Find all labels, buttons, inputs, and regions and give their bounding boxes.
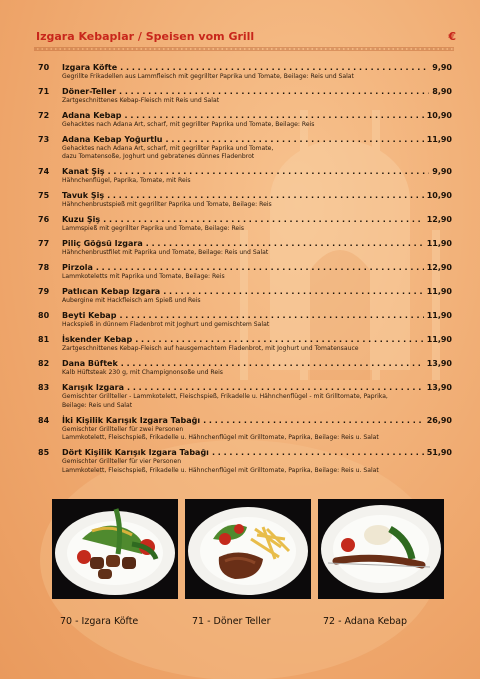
menu-item-description: Gemischter Grillteller für vier Personen	[62, 458, 182, 466]
menu-item-row	[38, 447, 452, 458]
dot-leader	[119, 310, 423, 321]
menu-item-row	[38, 415, 452, 426]
menu-item	[38, 190, 452, 209]
menu-item-row	[38, 310, 452, 321]
menu-item-price: 51,90	[426, 448, 452, 458]
menu-item	[38, 447, 452, 475]
menu-item	[38, 262, 452, 281]
menu-item-row	[38, 286, 452, 297]
caption-adana-kebap: 72 - Adana Kebap	[323, 616, 408, 627]
menu-item-price: 10,90	[426, 111, 452, 120]
dot-leader	[108, 166, 430, 177]
menu-item-name: Pirzola	[62, 263, 93, 273]
menu-item	[38, 334, 452, 353]
menu-item-price: 10,90	[426, 191, 452, 201]
menu-item	[38, 166, 452, 185]
menu-item-number: 84	[38, 415, 50, 425]
dot-leader	[121, 358, 424, 369]
dot-leader	[212, 447, 424, 458]
menu-item-number: 80	[38, 311, 50, 321]
menu-item-name: Tavuk Şiş	[62, 191, 105, 201]
menu-item-price: 13,90	[426, 383, 452, 393]
menu-item-description: Aubergine mit Hackfleisch am Spieß und Reis	[62, 297, 201, 305]
menu-item-row	[38, 190, 452, 201]
menu-item-number: 82	[38, 359, 50, 369]
menu-list	[38, 62, 452, 480]
dot-leader	[107, 190, 424, 201]
dot-leader	[166, 134, 424, 145]
menu-item-number: 81	[38, 335, 50, 345]
menu-item-number: 74	[38, 167, 50, 177]
menu-item	[38, 110, 452, 129]
menu-item	[38, 358, 452, 377]
menu-item-description: Hähnchenbrustfilet mit Paprika und Tomate, Beilage: Reis und Salat	[62, 249, 269, 257]
photo-adana-kebap	[318, 499, 444, 599]
dot-leader	[163, 286, 423, 297]
dot-leader	[96, 262, 424, 273]
dot-leader	[120, 62, 429, 73]
menu-item-price: 9,90	[432, 63, 452, 72]
menu-item	[38, 134, 452, 162]
menu-item-description: Gehacktes nach Adana Art, scharf, mit gegrillter Paprika und Tomate,	[62, 145, 274, 152]
section-title: Izgara Kebaplar / Speisen vom Grill	[36, 30, 255, 43]
menu-item-price: 12,90	[426, 215, 452, 225]
menu-item-name: Karışık Izgara	[62, 383, 124, 393]
menu-item-name: Adana Kebap Yoğurtlu	[62, 135, 163, 144]
menu-item-price: 11,90	[426, 239, 452, 249]
menu-item-number: 77	[38, 239, 50, 249]
menu-item-name: Dört Kişilik Karışık Izgara Tabağı	[62, 448, 209, 458]
menu-item-row	[38, 166, 452, 177]
dot-leader	[127, 382, 424, 393]
caption-izgara-kofte: 70 - Izgara Köfte	[60, 616, 139, 627]
menu-item-name: Kanat Şiş	[62, 167, 105, 177]
menu-item-row	[38, 358, 452, 369]
menu-item-name: Izgara Köfte	[62, 63, 118, 72]
menu-item	[38, 415, 452, 443]
photo-izgara-kofte	[52, 499, 178, 599]
menu-item	[38, 286, 452, 305]
menu-item	[38, 382, 452, 410]
currency-label: €	[448, 30, 456, 43]
photo-doner-teller	[185, 499, 311, 599]
menu-item-name: Döner-Teller	[62, 87, 117, 96]
menu-item-description: Gehacktes nach Adana Art, scharf, mit gegrillter Paprika und Tomate, Beilage: Reis	[62, 121, 315, 128]
menu-item-price: 12,90	[426, 263, 452, 273]
menu-item-price: 11,90	[426, 287, 452, 297]
menu-item-price: 11,90	[426, 311, 452, 321]
caption-doner-teller: 71 - Döner Teller	[192, 616, 271, 627]
menu-item-name: Piliç Göğsü Izgara	[62, 239, 143, 249]
menu-item-row	[38, 382, 452, 393]
ornamental-divider	[34, 47, 454, 51]
menu-item-number: 73	[38, 135, 50, 144]
dot-leader	[119, 86, 429, 97]
menu-item-description: dazu Tomatensoße, Joghurt und gebratenes dünnes Fladenbrot	[62, 153, 255, 161]
dot-leader	[146, 238, 424, 249]
menu-item	[38, 238, 452, 257]
menu-item-number: 71	[38, 87, 50, 96]
dot-leader	[103, 214, 424, 225]
menu-item-row	[38, 134, 452, 145]
menu-item-price: 13,90	[426, 359, 452, 369]
menu-item-price: 8,90	[432, 87, 452, 96]
menu-item-description: Kalb Hüftsteak 230 g, mit Champignonsoße und Reis	[62, 369, 223, 377]
menu-item-description: Lammkotelett, Fleischspieß, Frikadelle u. Hähnchenflügel mit Grilltomate, Paprika, Beilage: Reis u. Salat	[62, 434, 379, 442]
menu-item-description: Gemischter Grillteller für zwei Personen	[62, 425, 184, 433]
menu-item-description: Beilage: Reis und Salat	[62, 401, 133, 409]
menu-item-row	[38, 334, 452, 345]
photo-strip	[52, 499, 444, 599]
menu-item-number: 83	[38, 383, 50, 393]
menu-item-description: Hähnchenflügel, Paprika, Tomate, mit Reis	[62, 177, 191, 185]
menu-item-row	[38, 262, 452, 273]
menu-item-row	[38, 62, 452, 73]
menu-item-number: 78	[38, 263, 50, 273]
menu-item-number: 75	[38, 191, 50, 201]
menu-item-description: Lammkotelett, Fleischspieß, Frikadelle u. Hähnchenflügel mit Grilltomate, Paprika, Beilage: Reis u. Salat	[62, 466, 379, 474]
menu-item-row	[38, 238, 452, 249]
menu-item-name: Kuzu Şiş	[62, 215, 101, 225]
menu-item-name: İskender Kebap	[62, 335, 133, 345]
menu-item-description: Zartgeschnittenes Kebap-Fleisch mit Reis und Salat	[62, 97, 220, 104]
menu-item-name: Patlıcan Kebap Izgara	[62, 287, 161, 297]
menu-item-description: Gemischter Grillteller - Lammkotelett, Fleischspieß, Frikadelle u. Hähnchenflügel - mit Grilltomate, Paprika,	[62, 393, 388, 401]
menu-item-description: Lammkoteletts mit Paprika und Tomate, Beilage: Reis	[62, 273, 225, 281]
menu-item-price: 11,90	[426, 335, 452, 345]
menu-item	[38, 86, 452, 105]
menu-item-name: İki Kişilik Karışık Izgara Tabağı	[62, 415, 201, 425]
menu-item-name: Beyti Kebap	[62, 311, 117, 321]
dot-leader	[203, 415, 424, 426]
page-header	[36, 30, 456, 46]
menu-item-description: Zartgeschnittenes Kebap-Fleisch auf hausgemachtem Fladenbrot, mit Joghurt und Tomatensauce	[62, 345, 359, 353]
menu-item-description: Lammspieß mit gegrillter Paprika und Tomate, Beilage: Reis	[62, 225, 245, 233]
menu-item-description: Gegrillte Frikadellen aus Lammfleisch mit gegrillter Paprika und Tomate, Beilage: Reis und Salat	[62, 73, 354, 80]
menu-item-price: 9,90	[432, 167, 452, 177]
menu-item-row	[38, 110, 452, 121]
menu-item-number: 72	[38, 111, 50, 120]
menu-item-number: 85	[38, 448, 50, 458]
menu-item-number: 79	[38, 287, 50, 297]
menu-item-price: 11,90	[426, 135, 452, 144]
menu-item-name: Dana Büftek	[62, 359, 118, 369]
menu-item-number: 76	[38, 215, 50, 225]
menu-item-name: Adana Kebap	[62, 111, 122, 120]
menu-item-description: Hähnchenbrustspieß mit gegrillter Paprika und Tomate, Beilage: Reis	[62, 201, 272, 209]
menu-item-row	[38, 214, 452, 225]
menu-item	[38, 310, 452, 329]
dot-leader	[135, 334, 424, 345]
dot-leader	[125, 110, 424, 121]
menu-item	[38, 62, 452, 81]
menu-item	[38, 214, 452, 233]
menu-item-price: 26,90	[426, 415, 452, 425]
menu-item-number: 70	[38, 63, 50, 72]
menu-item-description: Hackspieß in dünnem Fladenbrot mit Joghurt und gemischtem Salat	[62, 321, 270, 329]
menu-item-row	[38, 86, 452, 97]
